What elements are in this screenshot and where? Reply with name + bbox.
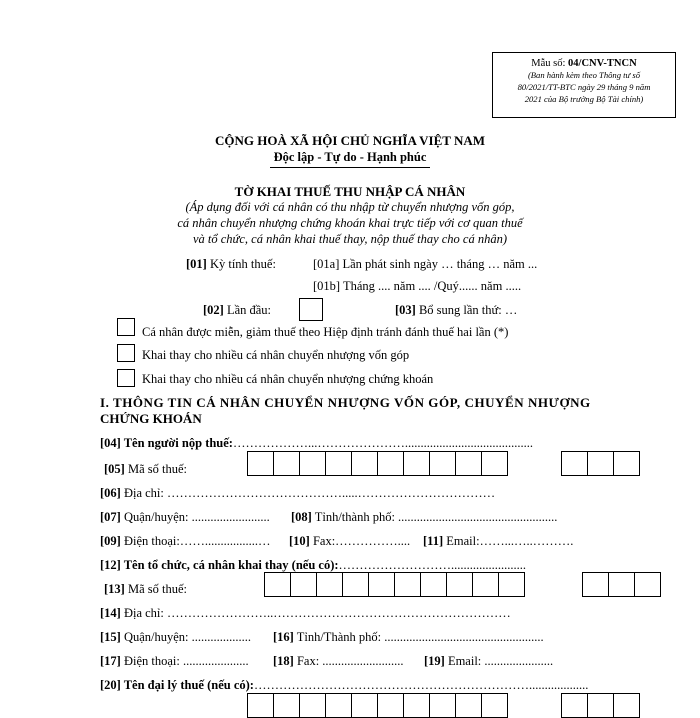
form-note-line: 2021 của Bộ trưởng Bộ Tài chính)	[524, 94, 644, 104]
form-note-line: 80/2021/TT-BTC ngày 29 tháng 9 năm	[517, 82, 651, 92]
agent-tax-code-suffix-cells[interactable]	[583, 572, 661, 597]
field-19[interactable]: [19] Email: ......................	[424, 654, 554, 668]
tax-code-cells[interactable]	[248, 451, 508, 476]
tax-agent-code-cells[interactable]	[248, 693, 508, 718]
securities-transfer-checkbox[interactable]	[117, 369, 135, 387]
securities-transfer-label: Khai thay cho nhiều cá nhân chuyển nhượng chứng khoán	[142, 372, 434, 386]
field-01b[interactable]: [01b] Tháng .... năm .... /Quý...... năm .....	[313, 279, 522, 293]
first-time-checkbox[interactable]	[299, 298, 323, 321]
field-14[interactable]: [14] Địa chỉ: ……………………..…………………………………………………	[100, 606, 511, 620]
section-1-title: I. THÔNG TIN CÁ NHÂN CHUYỂN NHƯỢNG VỐN GÓP, CHUYỂN NHƯỢNG	[100, 395, 591, 410]
field-13: [13] Mã số thuế:	[104, 582, 187, 596]
field-10[interactable]: [10] Fax:……………....	[289, 534, 411, 548]
form-subtitle: (Áp dụng đối với cá nhân có thu nhập từ chuyển nhượng vốn góp,	[185, 200, 515, 214]
national-title: CỘNG HOÀ XÃ HỘI CHỦ NGHĨA VIỆT NAM	[214, 133, 486, 148]
motto-wrap	[0, 150, 700, 168]
form-code: Mẫu số: 04/CNV-TNCN	[531, 58, 637, 69]
field-08[interactable]: [08] Tỉnh/thành phố: ...................................................	[291, 510, 558, 524]
motto: Độc lập - Tự do - Hạnh phúc	[270, 150, 431, 168]
field-01: [01] Kỳ tính thuế:	[186, 257, 276, 271]
field-15[interactable]: [15] Quận/huyện: ...................	[100, 630, 252, 644]
field-12[interactable]: [12] Tên tổ chức, cá nhân khai thay (nếu có):………………………........................	[100, 558, 527, 572]
field-03[interactable]: [03] Bổ sung lần thứ: …	[395, 303, 518, 317]
form-subtitle: và tổ chức, cá nhân khai thuế thay, nộp thuế thay cho cá nhân)	[192, 232, 508, 246]
field-11[interactable]: [11] Email:……...…..……….	[423, 534, 574, 548]
field-02: [02] Lần đầu:	[203, 303, 272, 317]
field-06[interactable]: [06] Địa chỉ: …………………………………….....……………………………	[100, 486, 496, 500]
tax-code-suffix-cells[interactable]	[562, 451, 640, 476]
capital-transfer-label: Khai thay cho nhiều cá nhân chuyển nhượng vốn góp	[142, 348, 410, 362]
field-20[interactable]: [20] Tên đại lý thuế (nếu có):…………………………………………………………...................	[100, 678, 589, 692]
field-16[interactable]: [16] Tỉnh/Thành phố: ...................................................	[273, 630, 544, 644]
field-04[interactable]: [04] Tên người nộp thuế:………………...………………….........................................	[100, 436, 533, 450]
section-1-title-cont: CHỨNG KHOÁN	[100, 411, 202, 426]
field-18[interactable]: [18] Fax: ..........................	[273, 654, 404, 668]
field-09[interactable]: [09] Điện thoại:…….................…	[100, 534, 271, 548]
field-17[interactable]: [17] Điện thoại: .....................	[100, 654, 249, 668]
capital-transfer-checkbox[interactable]	[117, 344, 135, 362]
tax-treaty-checkbox[interactable]	[117, 318, 135, 336]
field-01a[interactable]: [01a] Lần phát sinh ngày … tháng … năm ...	[313, 257, 538, 271]
form-subtitle: cá nhân chuyển nhượng chứng khoán khai trực tiếp với cơ quan thuế	[177, 216, 523, 230]
agent-tax-code-cells[interactable]	[265, 572, 525, 597]
field-07[interactable]: [07] Quận/huyện: .........................	[100, 510, 270, 524]
form-note-line: (Ban hành kèm theo Thông tư số	[527, 70, 641, 80]
tax-agent-code-suffix-cells[interactable]	[562, 693, 640, 718]
field-05: [05] Mã số thuế:	[104, 462, 187, 476]
tax-treaty-label: Cá nhân được miễn, giảm thuế theo Hiệp định tránh đánh thuế hai lần (*)	[142, 325, 509, 339]
form-title: TỜ KHAI THUẾ THU NHẬP CÁ NHÂN	[234, 184, 466, 199]
form-number-box	[492, 52, 676, 118]
